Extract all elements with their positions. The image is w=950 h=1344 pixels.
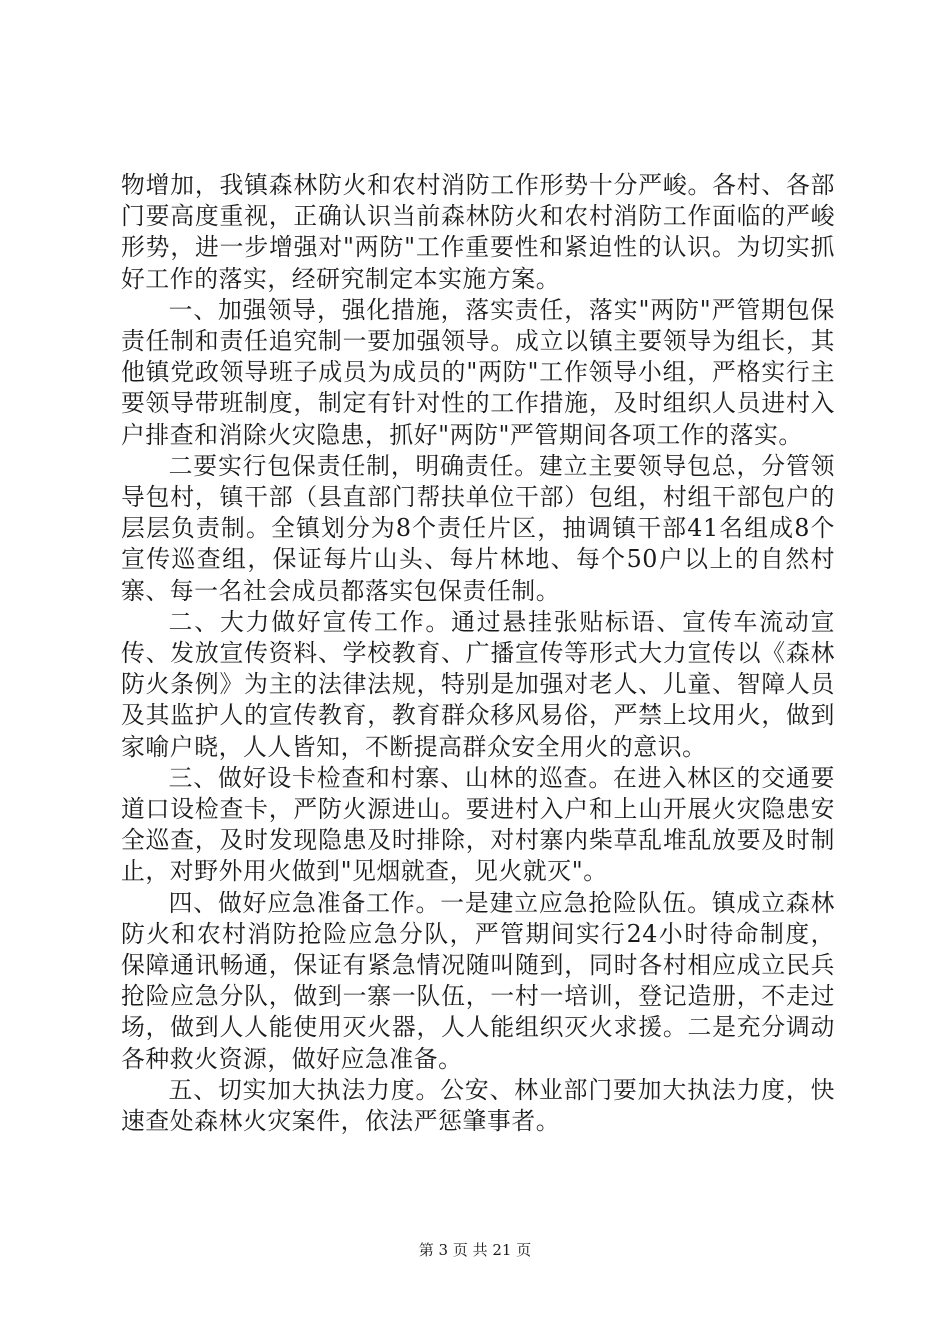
paragraph-section-1: 一、加强领导，强化措施，落实责任，落实"两防"严管期包保责任制和责任追究制一要加强领导。成立以镇主要领导为组长，其他镇党政领导班子成员为成员的"两防"工作领导小组，严格实行主要领导带班制度，制定有针对性的工作措施，及时组织人员进村入户排查和消除火灾隐患，抓好"两防"严管期间各项工作的落实。: [121, 295, 835, 449]
page-number-footer: 第 3 页 共 21 页: [418, 1241, 532, 1259]
paragraph-responsibility: 二要实行包保责任制，明确责任。建立主要领导包总，分管领导包村，镇干部（县直部门帮扶单位干部）包组，村组干部包户的层层负责制。全镇划分为8个责任片区，抽调镇干部41名组成8个宣传巡查组，保证每片山头、每片林地、每个50户以上的自然村寨、每一名社会成员都落实包保责任制。: [121, 451, 835, 605]
paragraph-continuation: 物增加，我镇森林防火和农村消防工作形势十分严峻。各村、各部门要高度重视，正确认识当前森林防火和农村消防工作面临的严峻形势，进一步增强对"两防"工作重要性和紧迫性的认识。为切实抓好工作的落实，经研究制定本实施方案。: [121, 171, 835, 293]
paragraph-section-2: 二、大力做好宣传工作。通过悬挂张贴标语、宣传车流动宣传、发放宣传资料、学校教育、广播宣传等形式大力宣传以《森林防火条例》为主的法律法规，特别是加强对老人、儿童、智障人员及其监护人的宣传教育，教育群众移风易俗，严禁上坟用火，做到家喻户晓，人人皆知，不断提高群众安全用火的意识。: [121, 607, 835, 761]
document-body: [121, 170, 835, 1137]
paragraph-section-3: 三、做好设卡检查和村寨、山林的巡查。在进入林区的交通要道口设检查卡，严防火源进山。要进村入户和上山开展火灾隐患安全巡查，及时发现隐患及时排除，对村寨内柴草乱堆乱放要及时制止，对野外用火做到"见烟就查，见火就灭"。: [121, 763, 835, 886]
paragraph-section-5: 五、切实加大执法力度。公安、林业部门要加大执法力度，快速查处森林火灾案件，依法严惩肇事者。: [121, 1075, 835, 1136]
paragraph-section-4: 四、做好应急准备工作。一是建立应急抢险队伍。镇成立森林防火和农村消防抢险应急分队，严管期间实行24小时待命制度，保障通讯畅通，保证有紧急情况随叫随到，同时各村相应成立民兵抢险应急分队，做到一寨一队伍，一村一培训，登记造册，不走过场，做到人人能使用灭火器，人人能组织灭火求援。二是充分调动各种救火资源，做好应急准备。: [121, 888, 835, 1073]
